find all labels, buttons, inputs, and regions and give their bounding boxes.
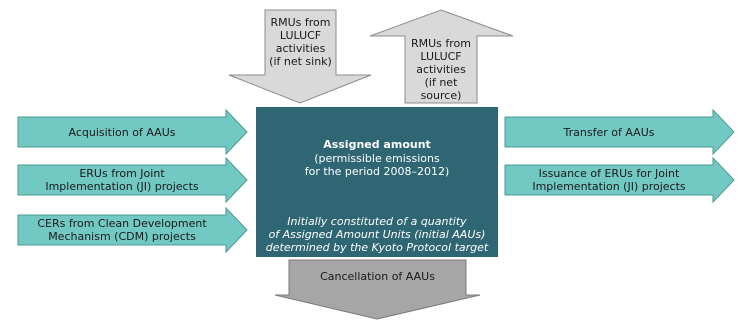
- acquisition-label: Acquisition of AAUs: [68, 125, 176, 139]
- rmu-sink-label: RMUs from LULUCF activities (if net sink): [269, 16, 332, 68]
- erus-ji-label: ERUs from Joint Implementation (JI) projects: [45, 167, 199, 193]
- assigned-amount-note: Initially constituted of a quantity of Assigned Amount Units (initial AAUs) determined by the Kyoto Protocol target: [265, 215, 489, 254]
- transfer-label: Transfer of AAUs: [563, 125, 655, 139]
- cers-cdm-label: CERs from Clean Development Mechanism (CDM) projects: [37, 217, 207, 243]
- assigned-amount-content: [256, 107, 498, 257]
- rmu-source-label: RMUs from LULUCF activities (if net source): [410, 36, 471, 102]
- assigned-amount-subtitle: (permissible emissions for the period 2008–2012): [304, 152, 450, 178]
- assigned-amount-title: Assigned amount: [323, 138, 431, 151]
- issuance-label: Issuance of ERUs for Joint Implementation (JI) projects: [532, 167, 686, 193]
- cancellation-label: Cancellation of AAUs: [320, 269, 435, 283]
